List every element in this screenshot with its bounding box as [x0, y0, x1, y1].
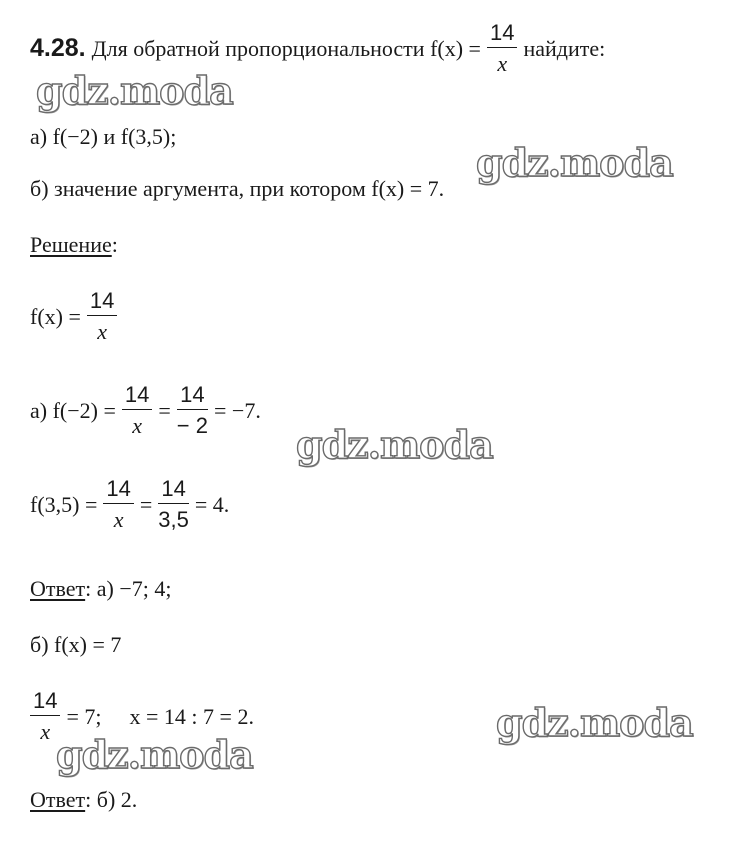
task-text-end: найдите:: [523, 35, 606, 61]
fraction-numerator: 14: [487, 22, 517, 48]
fraction-numerator: 14: [30, 690, 60, 716]
line-b2-mid: = 7;: [66, 703, 102, 729]
fraction-denominator: x: [97, 319, 108, 344]
task-part-a: а) f(−2) и f(3,5);: [30, 124, 177, 149]
watermark-logo: gdz.moda: [56, 732, 253, 777]
line-a-result: = −7.: [214, 397, 261, 423]
watermark-logo: gdz.moda: [496, 700, 693, 745]
watermark-logo: gdz.moda: [36, 68, 233, 113]
line-a-fraction-2: [177, 384, 208, 437]
answer-a-label: Ответ: [30, 576, 86, 601]
answer-a-text: : а) −7; 4;: [85, 576, 172, 601]
solution-heading-label: Решение: [30, 232, 112, 257]
fraction-numerator: 14: [122, 384, 152, 410]
line-a2-fraction-2: [158, 478, 189, 531]
fraction-numerator: 14: [158, 478, 188, 504]
fraction-denominator: x: [497, 51, 508, 76]
fraction-numerator: 14: [87, 290, 117, 316]
task-text: Для обратной пропорциональности f(x) =: [91, 35, 481, 61]
line-a2-fraction-1: [103, 478, 133, 531]
function-definition: [30, 290, 123, 343]
line-a2-result: = 4.: [194, 491, 230, 517]
fraction-denominator: x: [113, 507, 124, 532]
task-fraction: [487, 22, 517, 75]
line-b2-result: x = 14 : 7 = 2.: [129, 703, 254, 729]
line-a2-left: f(3,5) =: [30, 491, 98, 517]
line-a-eq: =: [158, 397, 171, 423]
fraction-numerator: 14: [103, 478, 133, 504]
fraction-numerator: 14: [177, 384, 207, 410]
answer-b-text: : б) 2.: [85, 787, 138, 812]
fraction-denominator: 3,5: [158, 507, 189, 532]
task-part-b: б) значение аргумента, при котором f(x) = 7.: [30, 176, 445, 201]
line-a2-eq: =: [139, 491, 153, 517]
fraction-denominator: x: [132, 413, 143, 438]
function-fraction: [87, 290, 117, 343]
answer-b: [30, 787, 137, 813]
solution-line-a: [30, 384, 261, 437]
task-number: 4.28.: [30, 34, 86, 62]
solution-line-b: б) f(x) = 7: [30, 632, 122, 657]
fraction-denominator: x: [40, 719, 51, 744]
fraction-denominator: − 2: [176, 413, 208, 438]
solution-heading-colon: :: [111, 232, 118, 257]
watermark-logo: gdz.moda: [476, 140, 673, 185]
solution-heading: [30, 232, 118, 258]
line-a-fraction-1: [122, 384, 152, 437]
answer-a: [30, 576, 171, 602]
solution-line-a2: [30, 478, 229, 531]
answer-b-label: Ответ: [30, 787, 86, 812]
watermark-logo: gdz.moda: [296, 422, 493, 467]
line-a-left: а) f(−2) =: [30, 397, 116, 423]
function-left: f(x) =: [30, 303, 81, 329]
